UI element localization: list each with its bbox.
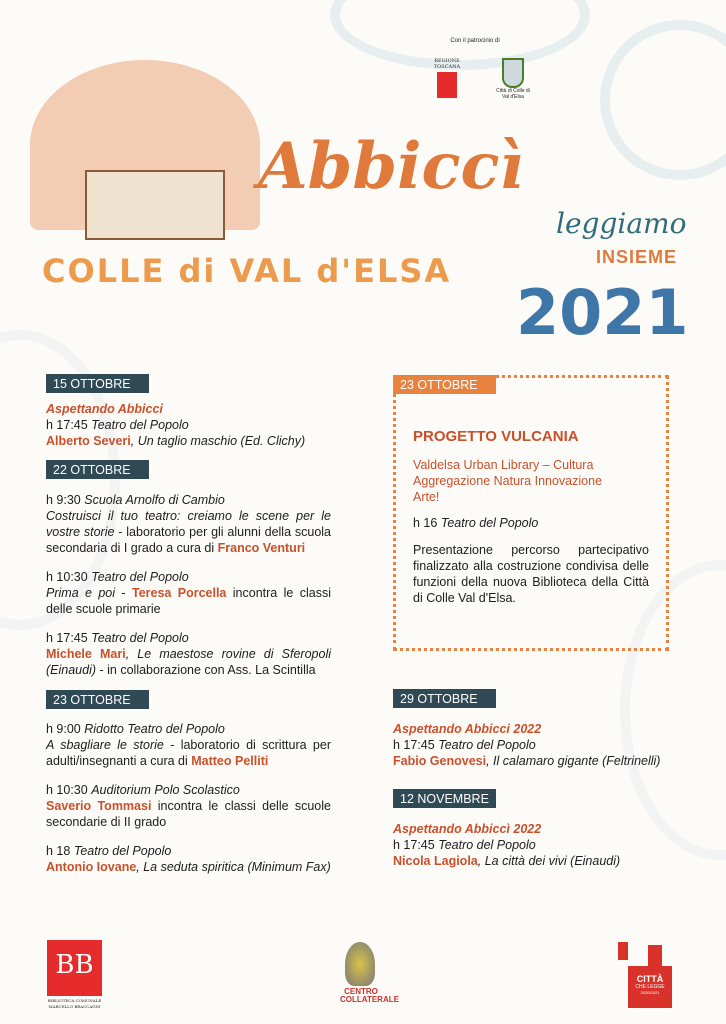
regione-toscana-logo xyxy=(432,58,462,100)
event-time: h 9:00 xyxy=(46,722,81,736)
event-title: Costruisci il tuo teatro: creiamo le scene per le vostre storie xyxy=(46,509,331,539)
event-time: h 16 xyxy=(413,516,438,530)
biblioteca-logo-mark: BB xyxy=(55,950,94,980)
place-title: COLLE di VAL d'ELSA xyxy=(42,252,452,290)
event-description: incontra le classi delle scuole primarie xyxy=(46,586,331,616)
project-time xyxy=(413,515,653,531)
date-label: 22 OTTOBRE xyxy=(46,460,149,479)
event-book: , Il calamaro gigante (Feltrinelli) xyxy=(486,754,661,768)
event-description: incontra le classi delle scuole secondarie di II grado xyxy=(46,799,331,829)
event-title: Aspettando Abbicci xyxy=(46,402,163,416)
centro-collaterale-logo xyxy=(345,942,375,986)
separator: - xyxy=(115,586,132,600)
event xyxy=(393,821,678,869)
event-place: Teatro del Popolo xyxy=(438,838,536,852)
event-title: Aspettando Abbiccì 2022 xyxy=(393,822,542,836)
event-author: Matteo Pelliti xyxy=(191,754,269,768)
centro-collaterale-label: CENTRO COLLATERALE xyxy=(340,987,399,1004)
subtitle-leggiamo: leggiamo xyxy=(556,207,687,240)
event-book: , Le maestose rovine di Sferopoli (Einaudi) xyxy=(46,647,331,677)
patronage-label: Con il patrocinio di xyxy=(450,38,500,44)
illustration-book xyxy=(85,170,225,240)
event-time: h 10:30 xyxy=(46,783,88,797)
event-description: - laboratorio di scrittura per adulti/insegnanti a cura di xyxy=(46,738,331,768)
event-time: h 17:45 xyxy=(393,738,435,752)
comune-logo xyxy=(493,58,533,100)
event-place: Teatro del Popolo xyxy=(91,418,189,432)
comune-label: Città di Colle di Val d'Elsa xyxy=(496,88,530,100)
decor-swirl xyxy=(600,20,726,180)
citta-che-legge-logo xyxy=(628,966,672,1008)
date-label: 15 OTTOBRE xyxy=(46,374,149,393)
project-description: Presentazione percorso partecipativo finalizzato alla costruzione condivisa delle funzioni della nuova Biblioteca della Città di Colle Val d'Elsa. xyxy=(413,543,649,605)
event-description: - laboratorio per gli alunni della scuola secondaria di I grado a cura di xyxy=(46,525,331,555)
event-time: h 10:30 xyxy=(46,570,88,584)
event-place: Teatro del Popolo xyxy=(91,631,189,645)
event-place: Scuola Arnolfo di Cambio xyxy=(84,493,225,507)
event-book: , La seduta spiritica (Minimum Fax) xyxy=(136,860,331,874)
project-subtitle: Valdelsa Urban Library – Cultura Aggregazione Natura Innovazione Arte! xyxy=(413,458,603,504)
event-place: Ridotto Teatro del Popolo xyxy=(84,722,225,736)
event xyxy=(46,721,331,769)
date-label: 23 OTTOBRE xyxy=(46,690,149,709)
event-time: h 18 xyxy=(46,844,71,858)
date-label: 12 NOVEMBRE xyxy=(393,789,496,808)
date-label: 29 OTTOBRE xyxy=(393,689,496,708)
years-label: 2020/2021 xyxy=(640,990,660,995)
event-author: Fabio Genovesi xyxy=(393,754,487,768)
event xyxy=(46,843,331,875)
biblioteca-logo xyxy=(47,940,102,996)
project-title: PROGETTO VULCANIA xyxy=(413,428,579,445)
event-book: , Un taglio maschio (Ed. Clichy) xyxy=(130,434,306,448)
event-author: Saverio Tommasi xyxy=(46,799,152,813)
event-title: A sbagliare le storie xyxy=(46,738,164,752)
event-time: h 17:45 xyxy=(46,418,88,432)
event-title: Aspettando Abbicci 2022 xyxy=(393,722,542,736)
regione-label: REGIONE TOSCANA xyxy=(433,58,461,70)
event xyxy=(46,630,331,678)
event-place: Teatro del Popolo xyxy=(438,738,536,752)
event-title: Prima e poi xyxy=(46,586,116,600)
book-icon xyxy=(618,942,628,960)
event-author: Michele Mari xyxy=(46,647,126,661)
event-place: Teatro del Popolo xyxy=(73,844,172,858)
tower-icon xyxy=(648,945,662,967)
citta-label: CITTÀ xyxy=(636,974,664,984)
event xyxy=(46,401,331,449)
event-book: , La città dei vivi (Einaudi) xyxy=(477,854,621,868)
event xyxy=(46,569,331,617)
highlight-box xyxy=(393,375,669,651)
event-author: Franco Venturi xyxy=(217,541,306,555)
event-time: h 17:45 xyxy=(46,631,88,645)
event-place: Teatro del Popolo xyxy=(91,570,189,584)
event-author: Alberto Severi xyxy=(46,434,131,448)
event-description: - in collaborazione con Ass. La Scintilla xyxy=(96,663,316,677)
event-time: h 17:45 xyxy=(393,838,435,852)
event-author: Teresa Porcella xyxy=(131,586,227,600)
che-legge-label: CHE LEGGE xyxy=(635,984,665,990)
event-time: h 9:30 xyxy=(46,493,81,507)
biblioteca-name: BIBLIOTECA COMUNALE MARCELLO BRACCAGNI xyxy=(47,998,102,1009)
event-author: Nicola Lagiola xyxy=(393,854,478,868)
event xyxy=(46,782,331,830)
title-abbicci: Abbiccì xyxy=(258,129,524,204)
subtitle-insieme: INSIEME xyxy=(596,247,678,267)
date-label: 23 OTTOBRE xyxy=(393,375,496,394)
year: 2021 xyxy=(516,276,689,349)
event-place: Auditorium Polo Scolastico xyxy=(91,783,240,797)
event-place: Teatro del Popolo xyxy=(440,516,539,530)
event xyxy=(393,721,678,769)
event-author: Antonio Iovane xyxy=(46,860,137,874)
event xyxy=(46,492,331,556)
